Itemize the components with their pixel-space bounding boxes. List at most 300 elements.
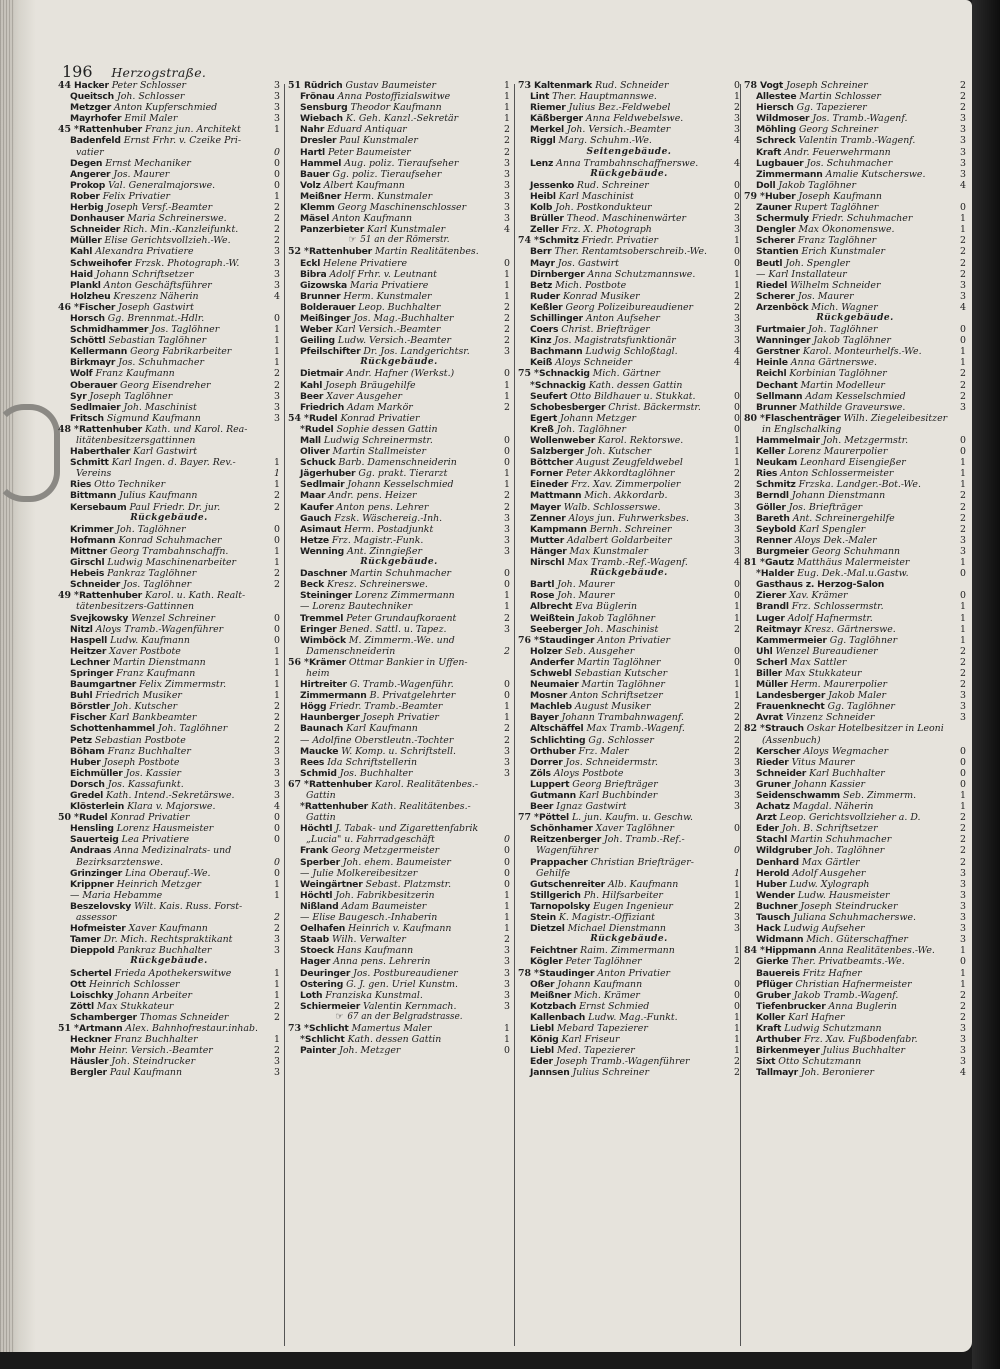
floor-number: 0 — [734, 845, 740, 857]
floor-number: 2 — [960, 989, 966, 1001]
resident-entry — [744, 624, 966, 635]
floor-number: 1 — [734, 1011, 740, 1023]
given-name-occupation: Aug. poliz. Tieraufseher — [344, 157, 459, 169]
resident-entry — [288, 124, 510, 135]
floor-number: 2 — [960, 501, 966, 513]
given-name-occupation: Heinrich Metzger — [116, 878, 202, 890]
given-name-occupation: Barb. Damenschneiderin — [338, 457, 457, 469]
resident-entry — [288, 346, 510, 357]
surname: Heinle — [756, 357, 788, 369]
floor-number: 1 — [274, 989, 280, 1001]
floor-number: 1 — [960, 967, 966, 979]
surname: Arzenböck — [756, 301, 809, 313]
surname: Rüdrich — [304, 80, 343, 91]
floor-number: 3 — [734, 767, 740, 779]
resident-entry — [744, 235, 966, 246]
given-name-occupation: Jakob Taglöhner — [813, 335, 891, 347]
resident-entry — [744, 546, 966, 557]
surname: Fischer — [78, 301, 116, 313]
floor-number: 2 — [734, 745, 740, 757]
given-name-occupation: Xaver Ausgeher — [326, 390, 402, 402]
house-number: 75 — [518, 368, 532, 380]
surname: Schnackig — [538, 368, 590, 380]
surname: Ott — [70, 978, 86, 990]
resident-entry — [288, 291, 510, 302]
given-name-occupation: Ignaz Gastwirt — [556, 801, 627, 813]
resident-entry — [288, 468, 510, 479]
given-name-occupation: Dr. Jos. Landgerichtsr. — [363, 346, 470, 358]
surname: Dietzel — [530, 923, 565, 935]
surname: Jannsen — [530, 1067, 570, 1079]
given-name-occupation: Sebastian Taglöhner — [108, 335, 207, 347]
resident-entry — [58, 901, 280, 912]
given-name-occupation: Friedrich Musiker — [95, 690, 182, 702]
surname: Riemer — [530, 102, 566, 114]
given-name-occupation: Raim. Zimmermann — [580, 945, 675, 957]
floor-number: 0 — [960, 767, 966, 779]
given-name-occupation: Johann Schriftsetzer — [95, 268, 194, 280]
floor-number: 0 — [274, 179, 280, 191]
resident-entry — [518, 1001, 740, 1012]
given-name-occupation: Anton Kupferschmied — [114, 102, 218, 114]
surname: Schmitt — [70, 457, 109, 469]
given-name-occupation: Joh. Maschinist — [123, 401, 197, 413]
surname: Sedlmair — [300, 479, 345, 491]
given-name-occupation: Ida Schriftstellerin — [327, 756, 418, 768]
floor-number: 2 — [274, 912, 280, 924]
given-name-occupation: Georg Fabrikarbeiter — [130, 346, 232, 358]
surname: Ries — [70, 479, 92, 491]
given-name-occupation: Konrad Schuhmacher — [118, 534, 222, 546]
surname: Schöttl — [70, 335, 106, 347]
given-name-occupation: Joseph Privatier — [362, 712, 439, 724]
surname: Ostering — [300, 978, 344, 990]
given-name-occupation: Georg Trambahnschaffn. — [109, 545, 229, 557]
floor-number: 3 — [734, 534, 740, 546]
resident-entry — [288, 879, 510, 890]
floor-number: 3 — [274, 1067, 280, 1079]
resident-entry — [58, 912, 280, 923]
surname: Krämer — [308, 656, 346, 668]
given-name-occupation: Albert Kaufmann — [323, 179, 405, 191]
given-name-occupation: Mich. Wagner — [811, 301, 878, 313]
entry-continuation: tätenbesitzers-Gattinnen — [76, 601, 195, 613]
resident-entry — [58, 646, 280, 657]
house-number: 78 — [744, 80, 758, 91]
surname: Tamer — [70, 934, 101, 946]
owner-mark: * — [760, 557, 765, 569]
resident-entry — [744, 457, 966, 468]
surname: Bolderauer — [300, 301, 356, 313]
floor-number: 2 — [504, 335, 510, 347]
surname: Eckl — [300, 257, 321, 269]
surname: Kögler — [530, 956, 563, 968]
resident-entry — [288, 269, 510, 280]
resident-entry — [58, 1056, 280, 1067]
resident-entry — [288, 613, 510, 624]
resident-entry — [744, 502, 966, 513]
resident-entry — [58, 1034, 280, 1045]
floor-number: 1 — [504, 80, 510, 91]
resident-entry — [288, 180, 510, 191]
surname: Merkel — [530, 124, 564, 136]
resident-entry — [58, 712, 280, 723]
given-name-occupation: Joh. Taglöhner — [116, 523, 186, 535]
given-name-occupation: Leop. Buchhalter — [358, 301, 441, 313]
surname: Renner — [756, 534, 792, 546]
floor-number: 0 — [734, 590, 740, 602]
surname: Volz — [300, 179, 321, 191]
given-name-occupation: Maria Privatiere — [350, 279, 429, 291]
surname: Kampmann — [530, 523, 587, 535]
resident-entry — [518, 435, 740, 446]
house-number: 77 — [518, 812, 532, 824]
floor-number: 0 — [734, 80, 740, 91]
resident-entry — [288, 513, 510, 524]
surname: Rattenhuber — [78, 423, 142, 435]
resident-entry — [58, 235, 280, 246]
resident-entry — [58, 80, 280, 91]
floor-number: 2 — [504, 501, 510, 513]
resident-entry — [58, 357, 280, 368]
surname: Dirnberger — [530, 268, 585, 280]
given-name-occupation: Kresz. Gärtnerswe. — [804, 623, 896, 635]
house-number: 84 — [744, 945, 758, 957]
resident-entry — [518, 890, 740, 901]
scan-border — [972, 0, 1000, 1369]
surname: Kreß — [530, 423, 554, 435]
floor-number: 2 — [504, 146, 510, 158]
resident-entry — [518, 102, 740, 113]
floor-number: 2 — [504, 401, 510, 413]
floor-number: 1 — [734, 690, 740, 702]
floor-number: 1 — [274, 335, 280, 347]
surname: Ries — [756, 468, 778, 480]
resident-entry — [518, 524, 740, 535]
floor-number: 3 — [274, 390, 280, 402]
surname: Schmidhammer — [70, 324, 149, 336]
resident-entry — [288, 135, 510, 146]
given-name-occupation: Fzsk. Wäschereig.-Inh. — [334, 512, 443, 524]
surname: Möhling — [756, 124, 797, 136]
resident-entry — [518, 158, 740, 169]
surname: Brunner — [300, 290, 341, 302]
resident-entry — [58, 246, 280, 257]
floor-number: 0 — [504, 579, 510, 591]
surname: Eichmüller — [70, 767, 123, 779]
resident-entry — [288, 912, 510, 923]
given-name-occupation: Aloys Wegmacher — [803, 745, 889, 757]
given-name-occupation: Mich. Gärtner — [592, 368, 660, 380]
resident-entry — [518, 601, 740, 612]
given-name-occupation: Karl Ingen. d. Bayer. Rev.- — [111, 457, 236, 469]
given-name-occupation: Wilh. Verwalter — [331, 934, 406, 946]
resident-entry — [744, 934, 966, 945]
resident-entry — [58, 302, 280, 313]
floor-number: 3 — [734, 523, 740, 535]
floor-number: 3 — [274, 102, 280, 114]
resident-entry — [744, 346, 966, 357]
resident-entry — [744, 679, 966, 690]
floor-number: 2 — [734, 900, 740, 912]
resident-entry — [58, 224, 280, 235]
surname: Sensburg — [300, 102, 348, 114]
surname: Schlicht — [308, 1022, 349, 1034]
resident-entry — [58, 990, 280, 1001]
given-name-occupation: Anton Aufseher — [585, 312, 660, 324]
given-name-occupation: Xav. Krämer — [789, 590, 848, 602]
resident-entry — [518, 502, 740, 513]
given-name-occupation: Johann Trambahnwagenf. — [561, 712, 684, 724]
floor-number: 3 — [960, 900, 966, 912]
surname: Krippner — [70, 878, 114, 890]
resident-entry — [58, 102, 280, 113]
floor-number: 2 — [274, 368, 280, 380]
surname: Schreck — [756, 135, 796, 147]
resident-entry — [288, 868, 510, 879]
resident-entry — [744, 657, 966, 668]
resident-entry — [744, 890, 966, 901]
floor-number: 2 — [960, 656, 966, 668]
floor-number: 4 — [734, 135, 740, 147]
given-name-occupation: Ludw. Versich.-Beamter — [337, 335, 451, 347]
floor-number: 3 — [504, 767, 510, 779]
resident-entry — [518, 779, 740, 790]
surname: Meißner — [530, 989, 572, 1001]
floor-number: 2 — [734, 1067, 740, 1079]
floor-number: 1 — [504, 379, 510, 391]
floor-number: 0 — [734, 246, 740, 258]
resident-entry — [58, 679, 280, 690]
floor-number: 4 — [274, 801, 280, 813]
floor-number: 2 — [960, 235, 966, 247]
resident-entry — [518, 457, 740, 468]
resident-entry — [518, 613, 740, 624]
resident-entry — [518, 990, 740, 1001]
resident-entry — [744, 147, 966, 158]
resident-entry — [518, 380, 740, 391]
surname: Klösterlein — [70, 801, 125, 813]
house-number: 54 — [288, 412, 302, 424]
floor-number: 1 — [960, 468, 966, 480]
adjacent-page-edge — [958, 60, 972, 1340]
floor-number: 3 — [960, 168, 966, 180]
given-name-occupation: Matthäus Malermeister — [796, 557, 910, 569]
entry-sub-resident: — Karl Installateur — [756, 268, 847, 280]
given-name-occupation: Felix Zimmermstr. — [139, 679, 227, 691]
floor-number: 0 — [274, 534, 280, 546]
surname: Coers — [530, 324, 559, 336]
resident-entry — [744, 80, 966, 91]
resident-entry — [518, 346, 740, 357]
given-name-occupation: Martin Dienstmann — [112, 656, 206, 668]
surname: Horsch — [70, 312, 105, 324]
resident-entry — [58, 812, 280, 823]
house-number: 82 — [744, 723, 758, 735]
given-name-occupation: Ludw. Kaufmann — [110, 634, 190, 646]
given-name-occupation: Christian Briefträger- — [590, 856, 694, 868]
floor-number: 0 — [504, 878, 510, 890]
surname: Fritsch — [70, 412, 104, 424]
given-name-occupation: Gg. Taglöhner — [827, 701, 895, 713]
surname: Mittner — [70, 545, 107, 557]
surname: Seybold — [756, 523, 797, 535]
given-name-occupation: Adolf Ausgeher — [792, 867, 866, 879]
owner-mark: * — [304, 412, 309, 424]
house-number: 52 — [288, 246, 302, 258]
resident-entry — [518, 479, 740, 490]
resident-entry — [744, 879, 966, 890]
resident-entry — [288, 546, 510, 557]
floor-number: 2 — [960, 845, 966, 857]
resident-entry — [58, 557, 280, 568]
given-name-occupation: Joseph Bräugehilfe — [325, 379, 416, 391]
given-name-occupation: August Musiker — [574, 701, 651, 713]
floor-number: 1 — [504, 1034, 510, 1046]
resident-entry — [288, 845, 510, 856]
resident-entry — [744, 91, 966, 102]
resident-entry — [744, 413, 966, 424]
house-number: 78 — [518, 967, 532, 979]
resident-entry — [744, 169, 966, 180]
given-name-occupation: Vinzenz Schneider — [785, 712, 875, 724]
given-name-occupation: Emil Maler — [124, 113, 178, 125]
owner-mark: * — [74, 1022, 79, 1034]
given-name-occupation: Herm. Kunstmaler — [343, 290, 432, 302]
floor-number: 1 — [960, 790, 966, 801]
given-name-occupation: Frz. X. Photograph — [561, 224, 652, 236]
surname: Kraft — [756, 146, 782, 158]
floor-number: 2 — [960, 512, 966, 524]
resident-entry — [288, 712, 510, 723]
resident-entry — [744, 845, 966, 856]
surname: Birkmayr — [70, 357, 116, 369]
resident-entry — [744, 357, 966, 368]
resident-entry — [518, 202, 740, 213]
floor-number: 3 — [960, 157, 966, 169]
surname: Nahr — [300, 124, 325, 136]
floor-number: 1 — [274, 357, 280, 369]
directory-column-3 — [518, 80, 740, 1350]
floor-number: 1 — [734, 268, 740, 280]
surname: Sperber — [300, 856, 340, 868]
floor-number: 3 — [960, 113, 966, 125]
floor-number: 3 — [274, 246, 280, 258]
owner-mark: * — [534, 812, 539, 824]
resident-entry — [288, 258, 510, 269]
given-name-occupation: Sigmund Kaufmann — [106, 412, 201, 424]
resident-entry — [518, 834, 740, 845]
floor-number: 0 — [274, 634, 280, 646]
floor-number: 1 — [274, 457, 280, 469]
given-name-occupation: Frz. Magistr.-Funk. — [331, 534, 424, 546]
given-name-occupation: Kath. dessen Gattin — [588, 379, 683, 391]
floor-number: 3 — [960, 401, 966, 413]
resident-entry — [744, 269, 966, 280]
floor-number: 3 — [734, 801, 740, 813]
resident-entry — [744, 868, 966, 879]
resident-entry — [518, 768, 740, 779]
surname: Dorsch — [70, 778, 105, 790]
surname: Metzger — [70, 102, 112, 114]
given-name-occupation: Eva Büglerin — [575, 601, 638, 613]
given-name-occupation: Karl Buchhalter — [809, 767, 885, 779]
floor-number: 4 — [734, 346, 740, 358]
floor-number: 3 — [734, 512, 740, 524]
given-name-occupation: Joh. Schlosser — [116, 91, 185, 103]
resident-entry — [744, 291, 966, 302]
resident-entry — [58, 868, 280, 879]
surname: Jägerhuber — [300, 468, 356, 480]
floor-number: 3 — [274, 279, 280, 291]
surname: Daschner — [300, 568, 347, 580]
floor-number: 2 — [504, 490, 510, 502]
given-name-occupation: Juliana Schuhmacherswe. — [793, 912, 916, 924]
resident-entry — [744, 646, 966, 657]
owner-mark: * — [304, 246, 309, 258]
surname: Reitmayr — [756, 623, 802, 635]
resident-entry — [288, 368, 510, 379]
resident-entry — [288, 446, 510, 457]
given-name-occupation: Adolf Frhr. v. Leutnant — [329, 268, 437, 280]
floor-number: 2 — [274, 734, 280, 746]
floor-number: 0 — [274, 856, 280, 868]
surname: Bareth — [756, 512, 790, 524]
floor-number: 2 — [734, 734, 740, 746]
surname: Anderfer — [530, 656, 575, 668]
surname: Hofmann — [70, 534, 116, 546]
floor-number: 3 — [960, 912, 966, 924]
resident-entry — [288, 968, 510, 979]
floor-number: 2 — [504, 301, 510, 313]
floor-number: 2 — [274, 1011, 280, 1023]
floor-number: 1 — [274, 124, 280, 136]
surname: Luppert — [530, 778, 570, 790]
house-number: 51 — [58, 1022, 72, 1034]
floor-number: 0 — [504, 845, 510, 857]
floor-number: 1 — [960, 801, 966, 813]
given-name-occupation: Jos. Schuhmacher — [806, 157, 893, 169]
resident-entry — [518, 879, 740, 890]
resident-entry — [58, 879, 280, 890]
floor-number: 1 — [734, 889, 740, 901]
surname: Betz — [530, 279, 553, 291]
given-name-occupation: Andr. pens. Heizer — [328, 490, 417, 502]
given-name-occupation: Max Kunstmaler — [569, 545, 648, 557]
floor-number: 1 — [734, 679, 740, 691]
surname: Panzerbieter — [300, 224, 365, 236]
owner-mark: * — [534, 235, 539, 247]
floor-number: 3 — [504, 1000, 510, 1012]
surname: Dieppold — [70, 945, 115, 957]
given-name-occupation: Georg Maschinenschlosser — [337, 202, 467, 214]
surname: Häusler — [70, 1056, 109, 1068]
surname: Bayer — [530, 712, 559, 724]
given-name-occupation: Martin Stallmeister — [332, 446, 426, 458]
surname: Grinzinger — [70, 867, 123, 879]
given-name-occupation: Max Gärtler — [801, 856, 860, 868]
resident-entry — [58, 169, 280, 180]
entry-sub-resident: — Maria Hebamme — [70, 889, 163, 901]
resident-entry — [58, 113, 280, 124]
surname: Bittmann — [70, 490, 117, 502]
surname: Degen — [70, 157, 103, 169]
resident-entry — [58, 1023, 280, 1034]
corner-note — [288, 1012, 510, 1023]
resident-entry — [288, 635, 510, 646]
resident-entry — [744, 479, 966, 490]
floor-number: 3 — [274, 1056, 280, 1068]
